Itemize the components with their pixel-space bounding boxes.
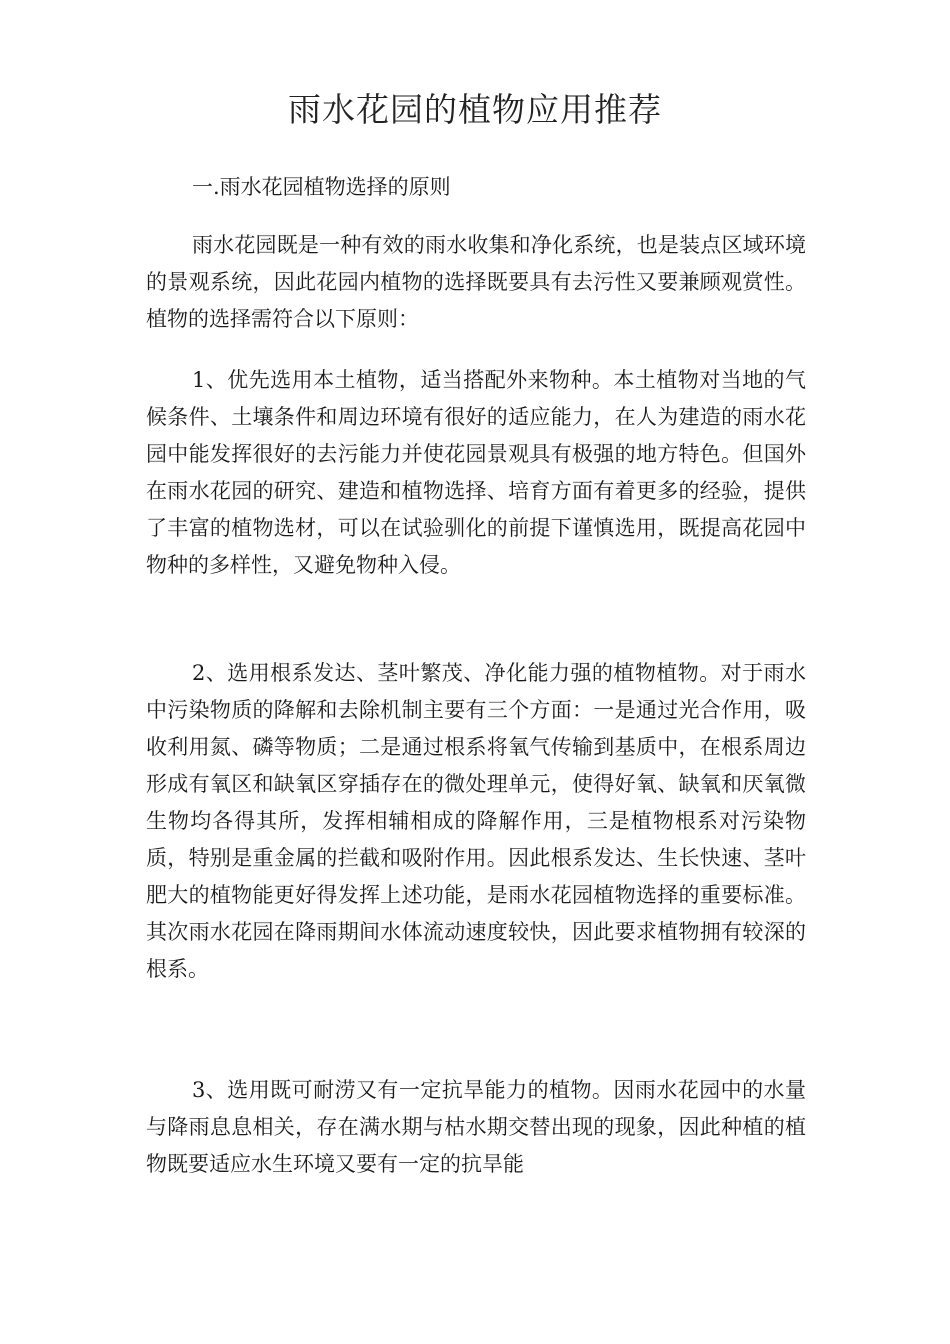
paragraph-principle-3: 3、选用既可耐涝又有一定抗旱能力的植物。因雨水花园中的水量与降雨息息相关，存在满水期与枯水期交替出现的现象，因此种植的植物既要适应水生环境又要有一定的抗旱能 — [146, 1078, 806, 1176]
paragraph-intro: 雨水花园既是一种有效的雨水收集和净化系统，也是装点区域环境的景观系统，因此花园内植物的选择既要具有去污性又要兼顾观赏性。植物的选择需符合以下原则： — [146, 233, 806, 331]
paragraph-principle-1: 1、优先选用本土植物，适当搭配外来物种。本土植物对当地的气候条件、土壤条件和周边环境有很好的适应能力，在人为建造的雨水花园中能发挥很好的去污能力并使花园景观具有极强的地方特色。但国外在雨水花园的研究、建造和植物选择、培育方面有着更多的经验，提供了丰富的植物选材，可以在试验驯化的前提下谨慎选用，既提高花园中物种的多样性，又避免物种入侵。 — [146, 368, 806, 577]
paragraph-principle-2: 2、选用根系发达、茎叶繁茂、净化能力强的植物植物。对于雨水中污染物质的降解和去除机制主要有三个方面：一是通过光合作用，吸收利用氮、磷等物质；二是通过根系将氧气传输到基质中，在根系周边形成有氧区和缺氧区穿插存在的微处理单元，使得好氧、缺氧和厌氧微生物均各得其所，发挥相辅相成的降解作用，三是植物根系对污染物质，特别是重金属的拦截和吸附作用。因此根系发达、生长快速、茎叶肥大的植物能更好得发挥上述功能，是雨水花园植物选择的重要标准。其次雨水花园在降雨期间水体流动速度较快，因此要求植物拥有较深的根系。 — [146, 661, 806, 981]
document-title: 雨水花园的植物应用推荐 — [288, 90, 662, 129]
section-heading: 一.雨水花园植物选择的原则 — [192, 175, 451, 199]
